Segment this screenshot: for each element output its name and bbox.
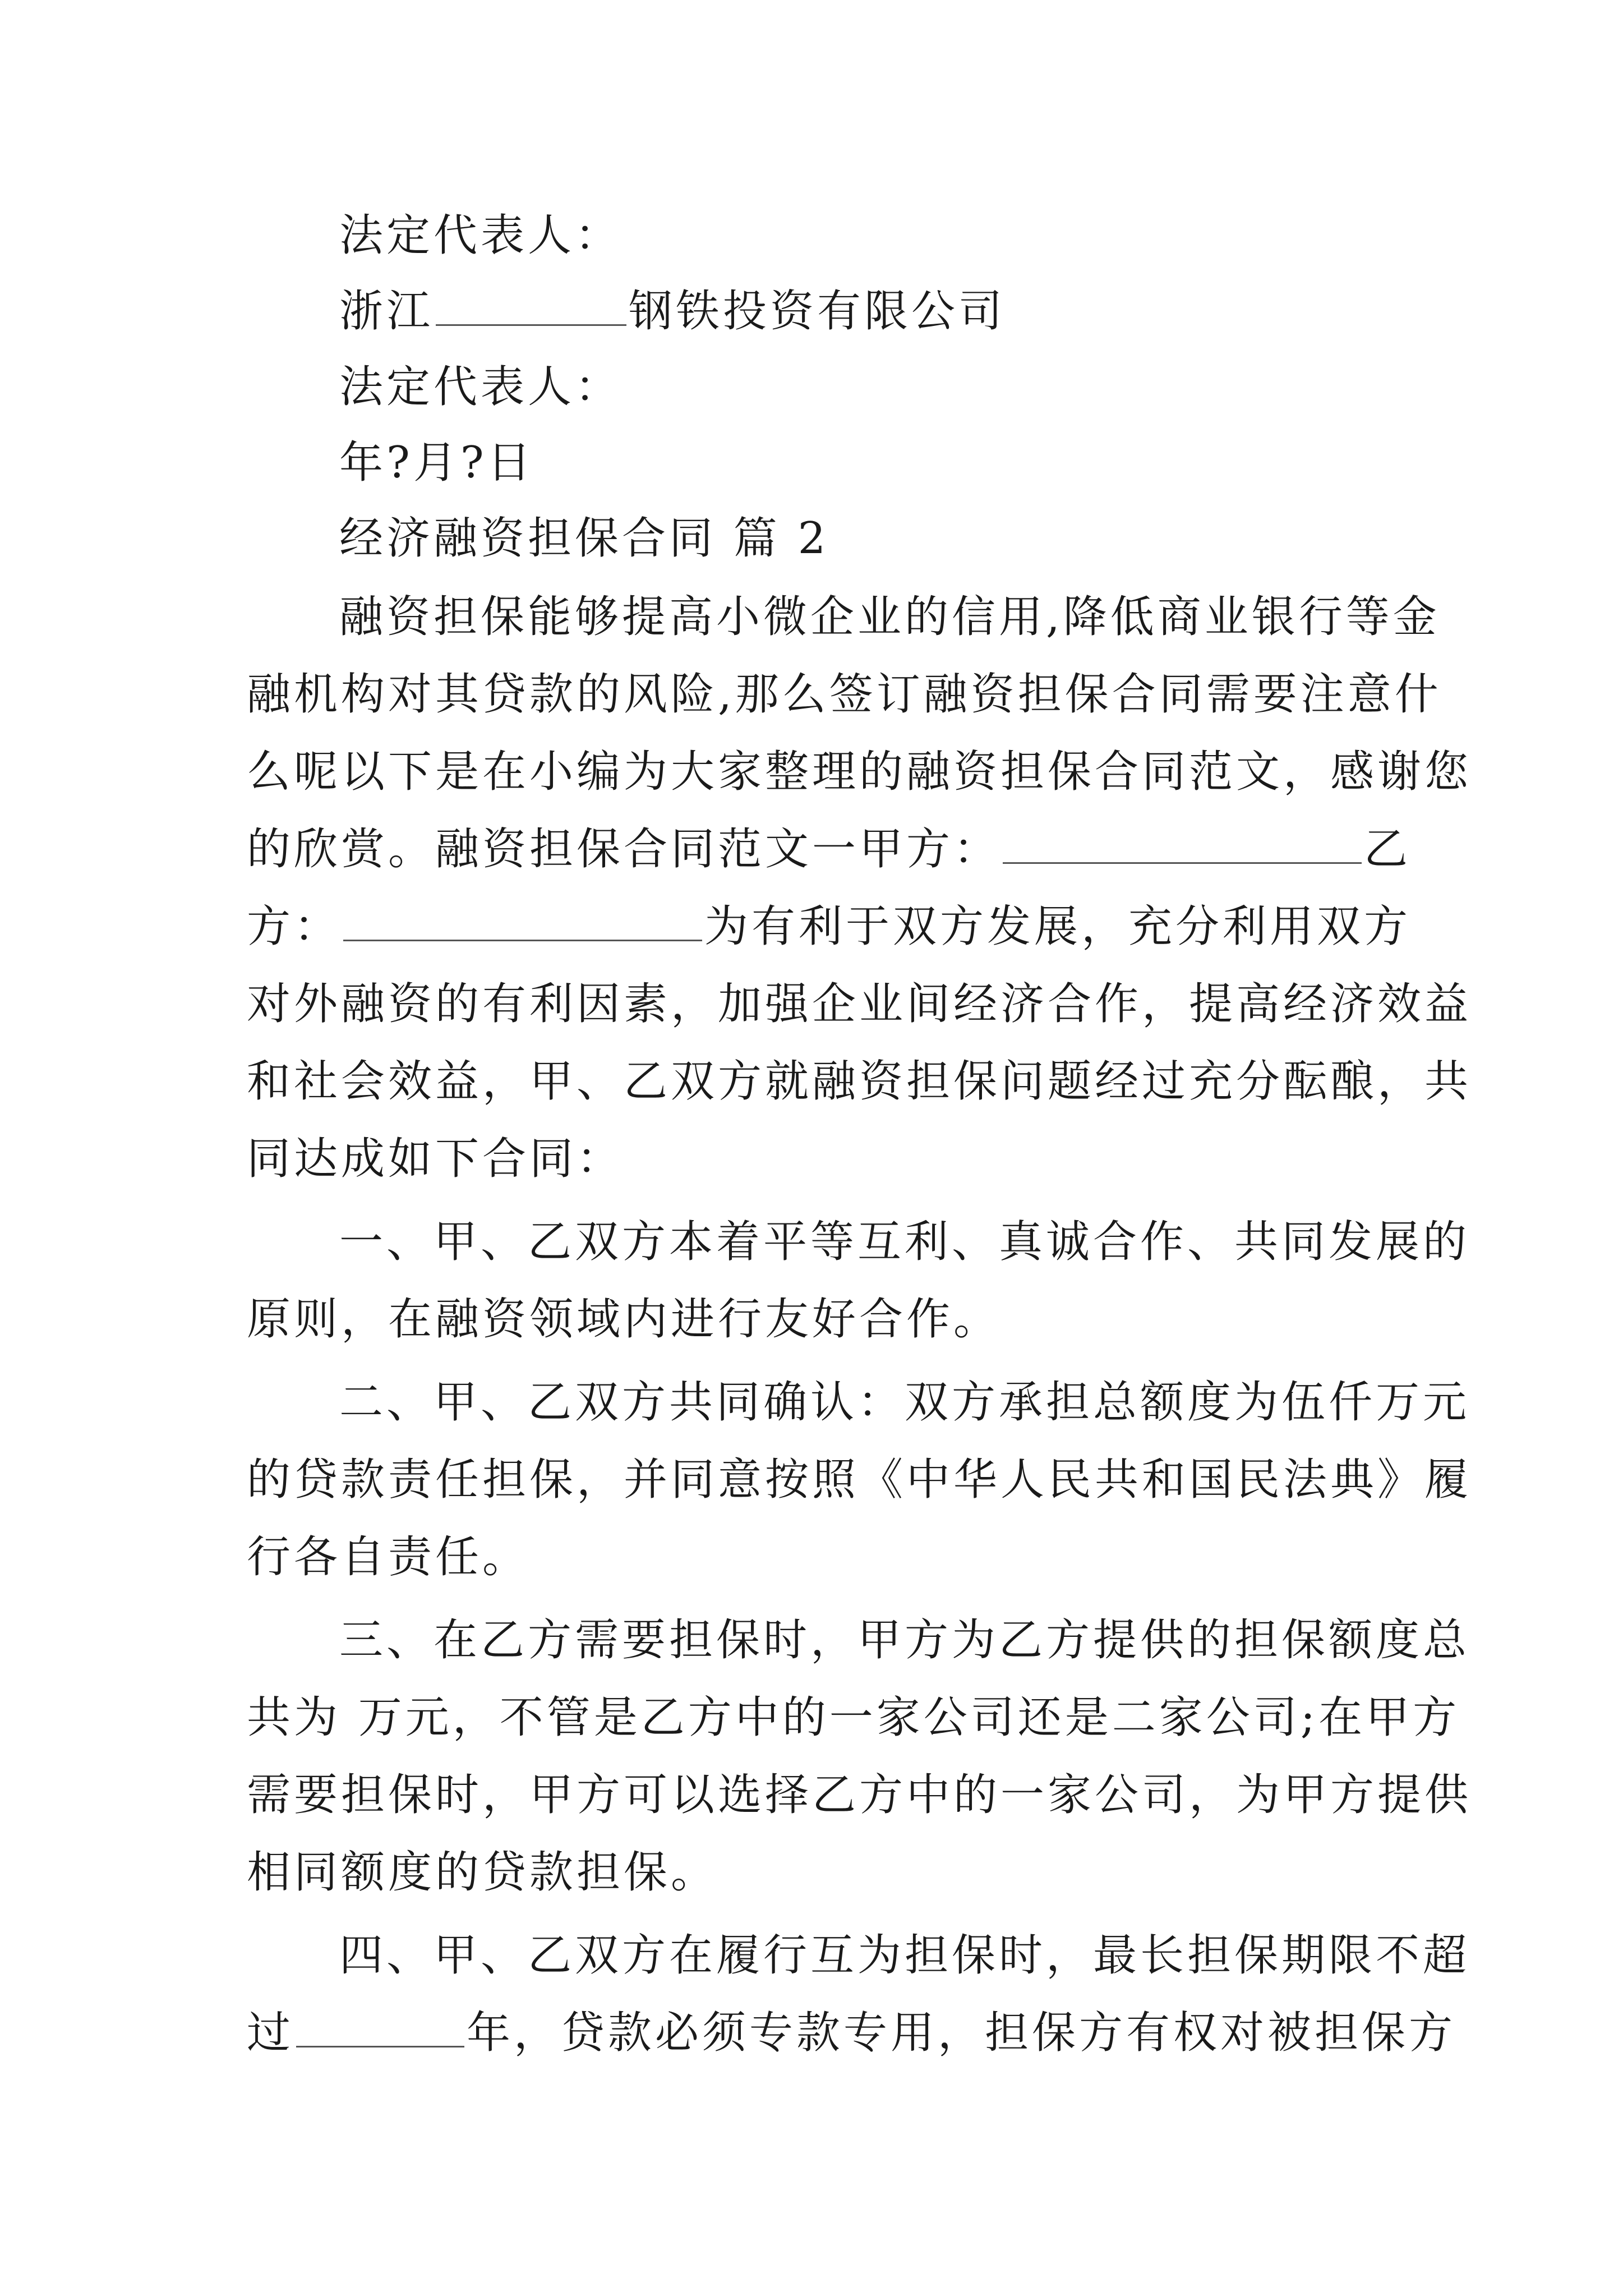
text-line: 行各自责任。 [247, 1532, 530, 1582]
text-line: 对外融资的有利因素，加强企业间经济合作，提高经济效益 [247, 979, 1472, 1029]
text-line: 么呢以下是在小编为大家整理的融资担保合同范文，感谢您 [247, 747, 1472, 797]
text-line: 浙江 钢铁投资有限公司 [339, 283, 1006, 339]
text-line: 过 年，贷款必须专款专用，担保方有权对被担保方 [247, 2005, 1456, 2061]
text-line: 共为 万元，不管是乙方中的一家公司还是二家公司;在甲方 [247, 1692, 1460, 1743]
text-line: 的欣赏。融资担保合同范文一甲方： 乙 [247, 821, 1411, 877]
text-line: 法定代表人： [339, 362, 623, 412]
blank-underline [296, 2005, 464, 2047]
text-line: 法定代表人： [339, 210, 623, 261]
text-line: 方： 为有利于双方发展，充分利用双方 [247, 899, 1411, 955]
text-line: 年?月?日 [339, 438, 534, 488]
text-line: 需要担保时，甲方可以选择乙方中的一家公司，为甲方提供 [247, 1770, 1472, 1820]
text-line: 融资担保能够提高小微企业的信用,降低商业银行等金 [339, 592, 1440, 642]
text-line: 和社会效益，甲、乙双方就融资担保问题经过充分酝酿，共 [247, 1056, 1472, 1107]
text-line: 原则，在融资领域内进行友好合作。 [247, 1294, 1001, 1345]
text-line: 四、甲、乙双方在履行互为担保时，最长担保期限不超 [339, 1930, 1470, 1981]
section-heading: 经济融资担保合同 篇 2 [339, 513, 829, 564]
text-line: 融机构对其贷款的风险,那么签订融资担保合同需要注意什 [247, 669, 1442, 720]
blank-underline [1003, 822, 1362, 864]
text-line: 同达成如下合同： [247, 1134, 624, 1184]
text-line: 二、甲、乙双方共同确认：双方承担总额度为伍仟万元 [339, 1377, 1470, 1428]
text-line: 的贷款责任担保，并同意按照《中华人民共和国民法典》履 [247, 1455, 1472, 1505]
blank-underline [343, 899, 702, 941]
blank-underline [436, 284, 626, 326]
text-line: 一、甲、乙双方本着平等互利、真诚合作、共同发展的 [339, 1217, 1470, 1267]
text-line: 相同额度的贷款担保。 [247, 1847, 718, 1898]
text-line: 三、在乙方需要担保时，甲方为乙方提供的担保额度总 [339, 1615, 1470, 1665]
